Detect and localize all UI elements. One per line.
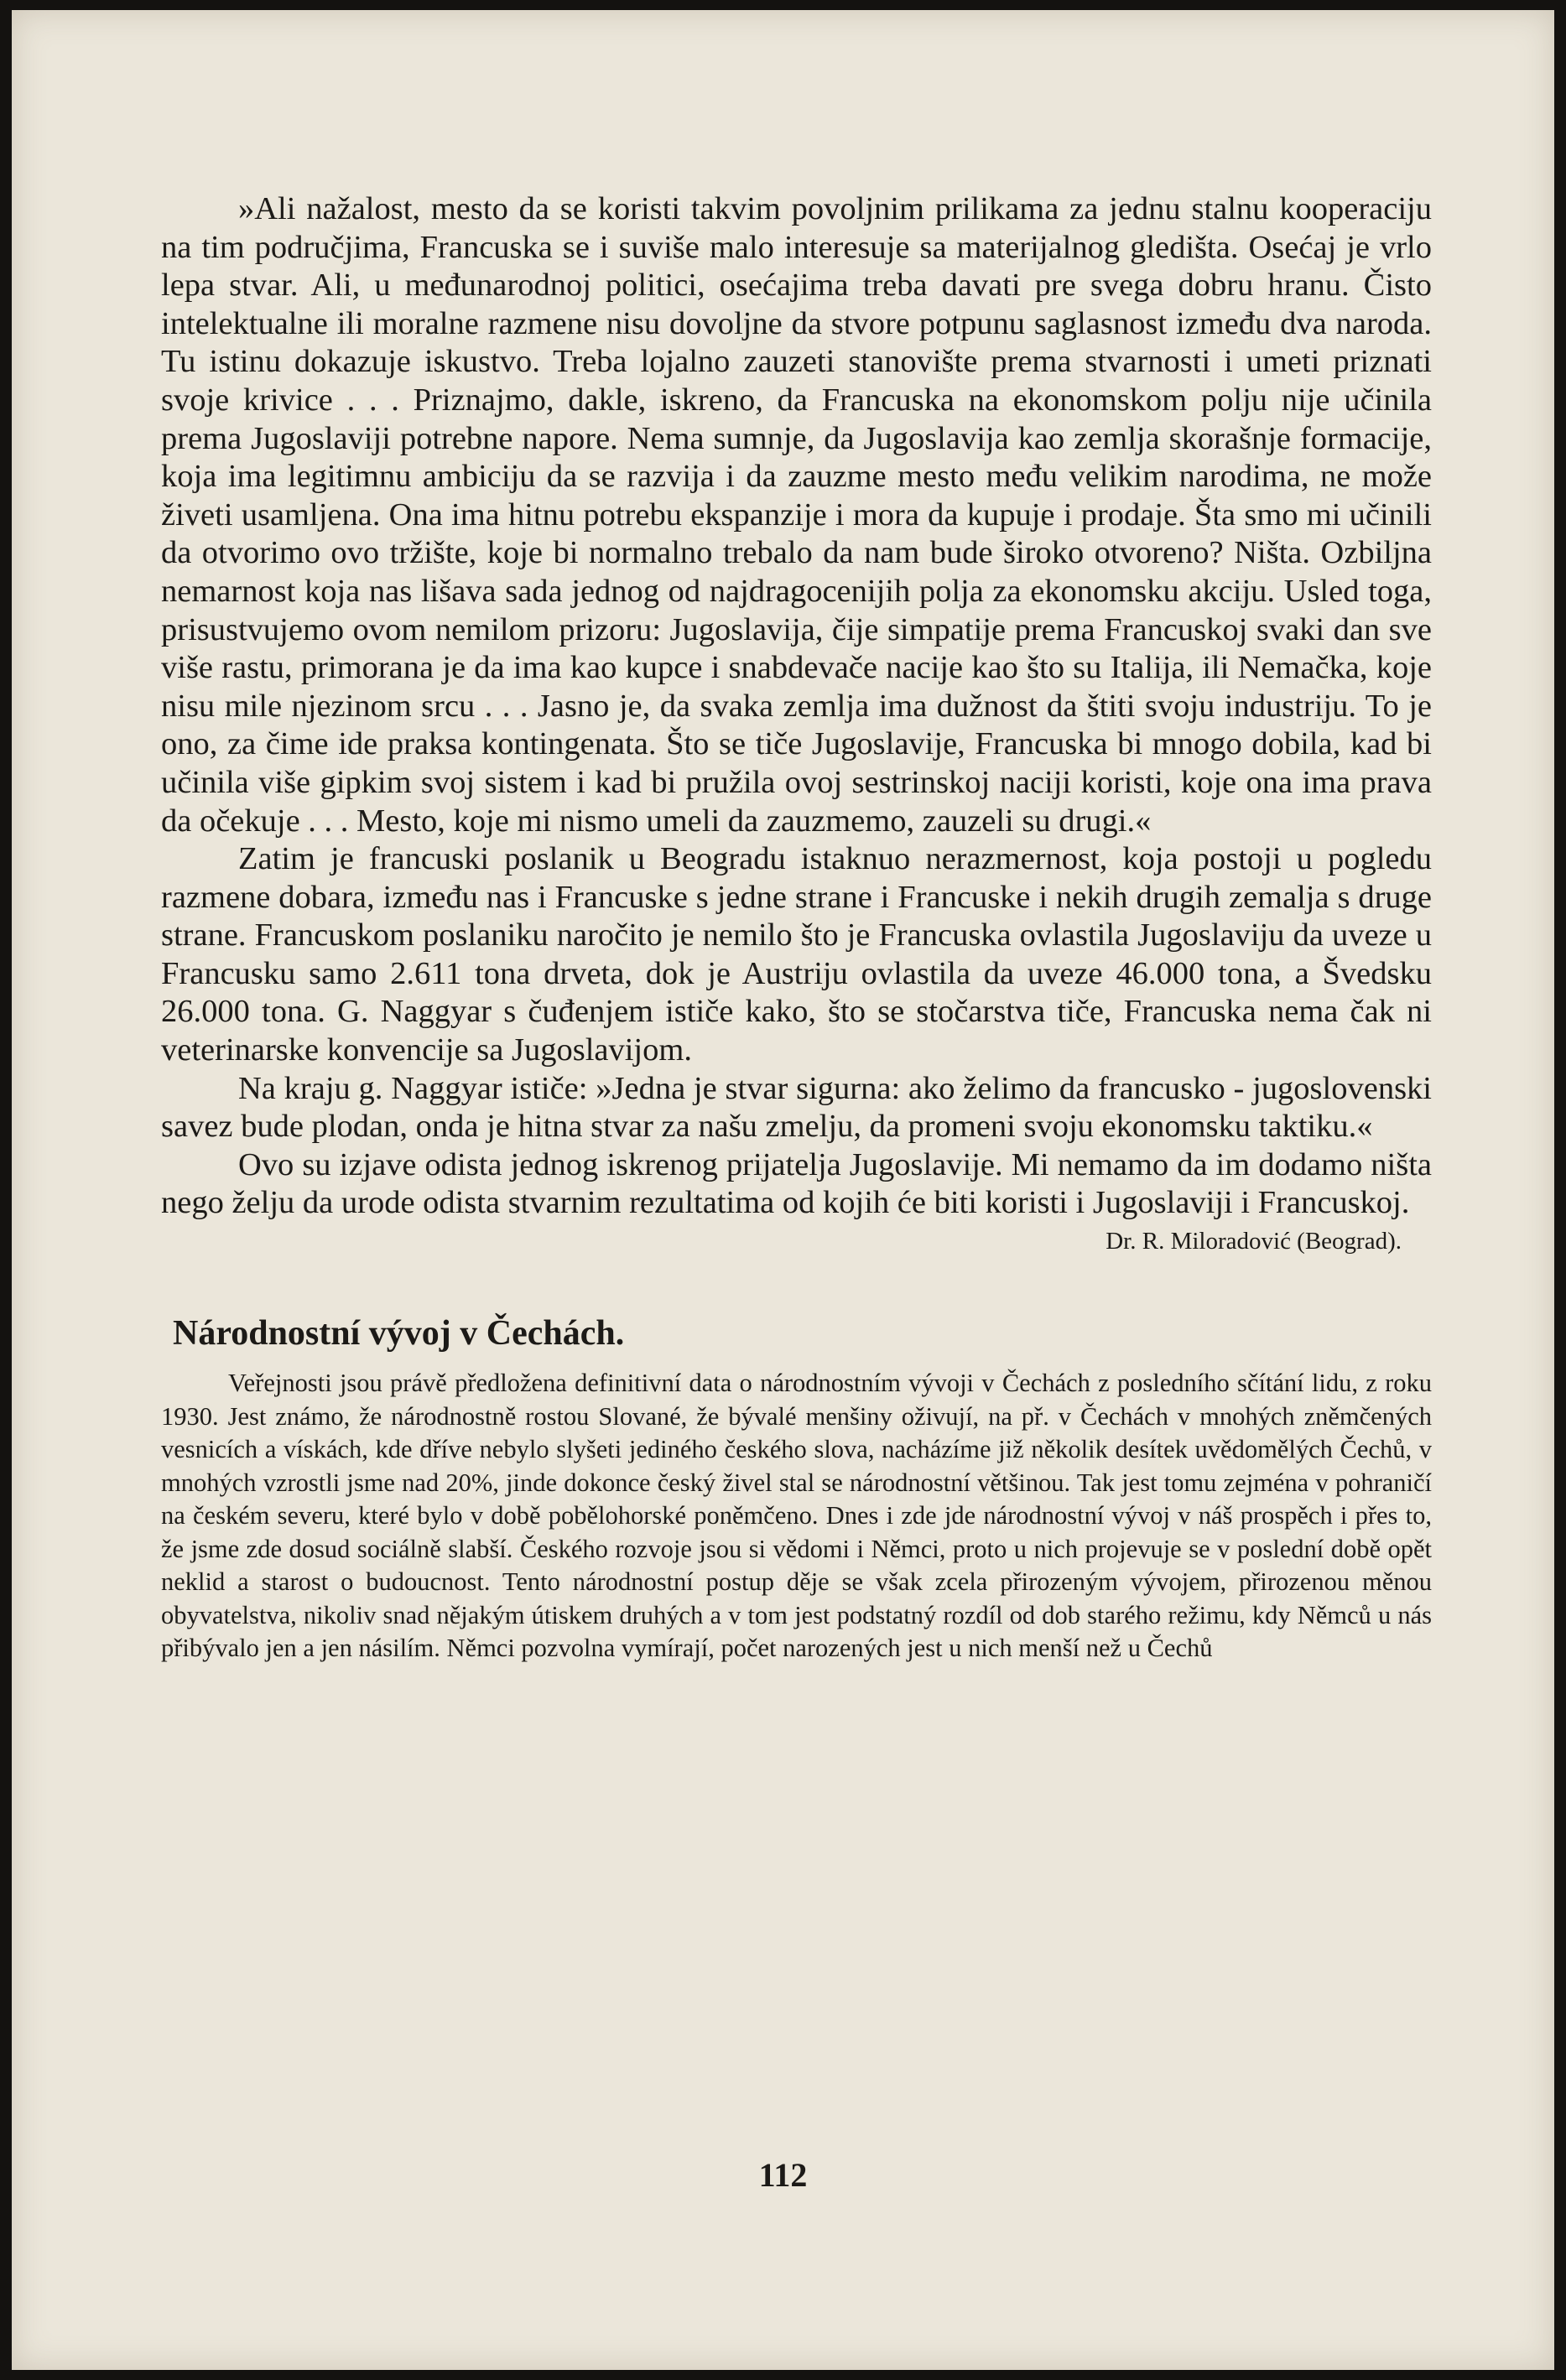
quote-paragraph: »Ali nažalost, mesto da se koristi takvim povoljnim prilikama za jednu stalnu kooperaciju na tim područjima, Francuska se i suviše malo interesuje sa materijalnog gledišta. Osećaj je vrlo lepa stvar. Ali, u međunarodnoj politici, osećajima treba davati pre svega dobru hranu. Čisto intelektualne ili moralne razmene nisu dovoljne da stvore potpunu saglasnost između dva naroda. Tu istinu dokazuje iskustvo. Treba lojalno zauzeti stanovište prema stvarnosti i umeti priznati svoje krivice . . . Priznajmo, dakle, iskreno, da Francuska na ekonomskom polju nije učinila prema Jugoslaviji potrebne napore. Nema sumnje, da Jugoslavija kao zemlja skorašnje formacije, koja ima legitimnu ambiciju da se razvija i da zauzme mesto među velikim narodima, ne može živeti usamljena. Ona ima hitnu potrebu ekspanzije i mora da kupuje i prodaje. Šta smo mi učinili da otvorimo ovo tržište, koje bi normalno trebalo da nam bude široko otvoreno? Ništa. Ozbiljna nemarnost koja nas lišava sada jednog od najdragocenijih polja za ekonomsku akciju. Usled toga, prisustvujemo ovom nemilom prizoru: Jugoslavija, čije simpatije prema Francuskoj svaki dan sve više rastu, primorana je da ima kao kupce i snabdevače nacije kao što su Italija, ili Nemačka, koje nisu mile njezinom srcu . . . Jasno je, da svaka zemlja ima dužnost da štiti svoju industriju. To je ono, za čime ide praksa kontingenata. Što se tiče Jugoslavije, Francuska bi mnogo dobila, kad bi učinila više gipkim svoj sistem i kad bi pružila ovoj sestrinskoj naciji koristi, koje ona ima prava da očekuje . . . Mesto, koje mi nismo umeli da zauzmemo, zauzeli su drugi.« — [161, 191, 1432, 839]
article-czech — [161, 1312, 1432, 1665]
article-serbian — [161, 190, 1432, 1258]
page-number: 112 — [758, 2156, 808, 2194]
body-paragraph: Zatim je francuski poslanik u Beogradu istaknuo nerazmernost, koja postoji u pogledu razmene dobara, između nas i Francuske s jedne strane i Francuske i nekih drugih zemalja s druge strane. Francuskom poslaniku naročito je nemilo što je Francuska ovlastila Jugoslaviju da uveze u Francusku samo 2.611 tona drveta, dok je Austriju ovlastila da uveze 46.000 tona, a Švedsku 26.000 tona. G. Naggyar s čuđenjem ističe kako, što se stočarstva tiče, Francuska nema čak ni veterinarske konvencije sa Jugoslavijom. — [161, 841, 1432, 1068]
page-content — [161, 190, 1432, 1665]
book-page — [12, 10, 1554, 2370]
body-paragraph: Ovo su izjave odista jednog iskrenog prijatelja Jugoslavije. Mi nemamo da im dodamo ništa nego želju da urode odista stvarnim rezultatima od kojih će biti koristi i Jugoslaviji i Francuskoj. — [161, 1146, 1432, 1221]
author-signature: Dr. R. Miloradović (Beograd). — [1106, 1228, 1402, 1255]
section-title: Národnostní vývoj v Čechách. — [173, 1314, 625, 1354]
body-paragraph: Na kraju g. Naggyar ističe: »Jedna je stvar sigurna: ako želimo da francusko - jugoslovenski savez bude plodan, onda je hitna stvar za našu zmelju, da promeni svoju ekonomsku taktiku.« — [161, 1070, 1432, 1145]
body-paragraph: Veřejnosti jsou právě předložena definitivní data o národnostním vývoji v Čechách z posledního sčítání lidu, z roku 1930. Jest známo, že národnostně rostou Slované, že bývalé menšiny oživují, na př. v Čechách v mnohých zněmčených vesnicích a vískách, kde dříve nebylo slyšeti jediného českého slova, nacházíme již několik desítek uvědomělých Čechů, v mnohých vzrostli jsme nad 20%, jinde dokonce český živel stal se národnostní většinou. Tak jest tomu zejména v pohraničí na českém severu, které bylo v době pobělohorské poněmčeno. Dnes i zde jde národnostní vývoj v náš prospěch i přes to, že jsme zde dosud sociálně slabší. Českého rozvoje jsou si vědomi i Němci, proto u nich projevuje se v poslední době opět neklid a starost o budoucnost. Tento národnostní postup děje se však zcela přirozeným vývojem, přirozenou měnou obyvatelstva, nikoliv snad nějakým útiskem druhých a v tom jest podstatný rozdíl od dob starého režimu, kdy Němců u nás přibývalo jen a jen násilím. Němci pozvolna vymírají, počet narozených jest u nich menší než u Čechů — [161, 1369, 1432, 1663]
